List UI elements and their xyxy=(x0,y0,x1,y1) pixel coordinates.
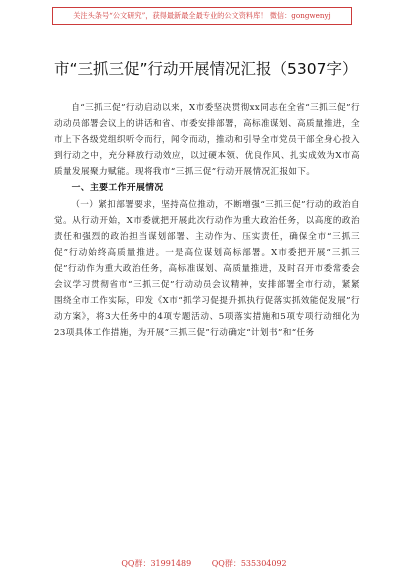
footer-qq-group-2: QQ群：535304092 xyxy=(211,559,287,568)
document-title: 市“三抓三促”行动开展情况汇报（5307字） xyxy=(54,60,358,78)
footer-qq-group-1: QQ群：31991489 xyxy=(121,559,192,568)
footer xyxy=(0,558,408,569)
document-body xyxy=(54,100,360,341)
section-paragraph: （一）紧扣部署要求，坚持高位推动，不断增强“三抓三促”行动的政治自觉。从行动开始，X市委就把开展此次行动作为重大政治任务，以高度的政治责任和强烈的政治担当谋划部署、主动作为、压实责任，确保全市“三抓三促”行动始终高质量推进。一是高位谋划高标部署。X市委把开展“三抓三促”行动作为重大政治任务，高标准谋划、高质量推进，及时召开市委常委会会议学习贯彻省市“三抓三促”行动动员会议精神，安排部署全市行动，紧紧围绕全市工作实际，印发《X市“抓学习促提升抓执行促落实抓效能促发展”行动方案》，将3大任务中的4项专题活动、5项落实措施和5项专项行动细化为23项具体工作措施，为开展“三抓三促”行动确定“计划书”和“任务 xyxy=(54,199,360,339)
promo-banner: 关注头条号“公文研究”，获得最新最全最专业的公文资料库！ 微信：gongwenyj xyxy=(52,7,352,25)
intro-paragraph: 自“三抓三促”行动启动以来，X市委坚决贯彻xx同志在全省“三抓三促”行动动员部署会议上的讲话和省、市委安排部署，高标准谋划、高质量推进，全市上下各级党组织听令而行，闻令而动，推动和引导全市党员干部全身心投入到行动之中，充分释放行动效应，以过硬本领、优良作风、扎实成效为X市高质量发展聚力赋能。现将我市“三抓三促”行动开展情况汇报如下。 xyxy=(54,103,360,178)
section-heading: 一、主要工作开展情况 xyxy=(71,183,164,194)
